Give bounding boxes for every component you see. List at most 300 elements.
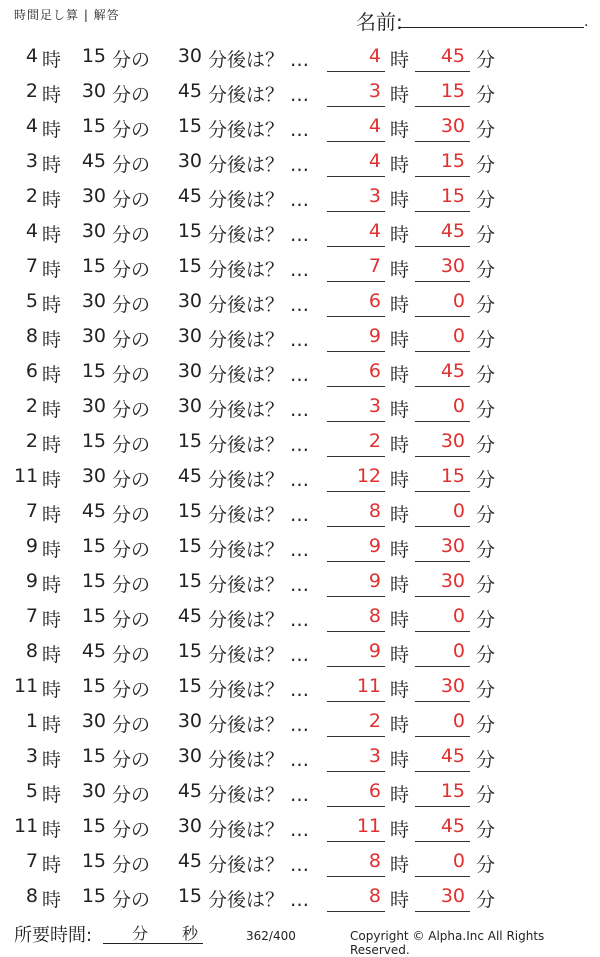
minutes-after-label: 分後は？ … <box>208 574 310 596</box>
answer-minute: 45 <box>440 815 465 837</box>
minute-of-label: 分の <box>112 784 151 806</box>
hour-unit: 時 <box>42 84 62 106</box>
added-minutes: 45 <box>177 850 202 872</box>
answer-hour: 8 <box>368 850 381 872</box>
hour-unit: 時 <box>42 539 62 561</box>
hour-unit: 時 <box>42 889 62 911</box>
answer-hour-unit: 時 <box>390 539 410 561</box>
answer-minute: 30 <box>440 115 465 137</box>
added-minutes: 15 <box>177 430 202 452</box>
problem-row <box>0 633 600 668</box>
answer-hour: 4 <box>368 115 381 137</box>
answer-hour-line <box>327 246 385 247</box>
hour-unit: 時 <box>42 364 62 386</box>
start-minute: 15 <box>81 605 106 627</box>
start-hour: 9 <box>25 535 38 557</box>
minutes-after-label: 分後は？ … <box>208 49 310 71</box>
start-minute: 15 <box>81 430 106 452</box>
answer-minute-unit: 分 <box>476 49 496 71</box>
added-minutes: 15 <box>177 675 202 697</box>
minute-of-label: 分の <box>112 504 151 526</box>
answer-hour-line <box>327 456 385 457</box>
start-minute: 30 <box>81 395 106 417</box>
answer-hour: 6 <box>368 780 381 802</box>
answer-minute-unit: 分 <box>476 644 496 666</box>
start-hour: 3 <box>25 745 38 767</box>
start-minute: 15 <box>81 535 106 557</box>
hour-unit: 時 <box>42 574 62 596</box>
answer-minute: 30 <box>440 570 465 592</box>
answer-minute-unit: 分 <box>476 154 496 176</box>
added-minutes: 15 <box>177 640 202 662</box>
answer-hour-line <box>327 526 385 527</box>
minutes-after-label: 分後は？ … <box>208 154 310 176</box>
minute-of-label: 分の <box>112 154 151 176</box>
problem-row <box>0 73 600 108</box>
answer-hour: 3 <box>368 745 381 767</box>
problem-row <box>0 108 600 143</box>
answer-minute: 15 <box>440 150 465 172</box>
start-hour: 8 <box>25 640 38 662</box>
answer-hour-unit: 時 <box>390 749 410 771</box>
answer-minute-unit: 分 <box>476 189 496 211</box>
added-minutes: 30 <box>177 395 202 417</box>
minute-of-label: 分の <box>112 644 151 666</box>
answer-hour-unit: 時 <box>390 399 410 421</box>
added-minutes: 45 <box>177 605 202 627</box>
name-dot: . <box>584 14 589 30</box>
problem-row <box>0 808 600 843</box>
problem-row <box>0 178 600 213</box>
start-minute: 15 <box>81 675 106 697</box>
start-hour: 7 <box>25 850 38 872</box>
answer-minute-line <box>415 106 470 107</box>
answer-minute-line <box>415 736 470 737</box>
answer-hour: 11 <box>356 815 381 837</box>
answer-hour-line <box>327 701 385 702</box>
start-hour: 7 <box>25 255 38 277</box>
answer-hour-unit: 時 <box>390 819 410 841</box>
minute-of-label: 分の <box>112 329 151 351</box>
answer-hour: 3 <box>368 395 381 417</box>
answer-hour-unit: 時 <box>390 154 410 176</box>
worksheet-title: 時間足し算 | 解答 <box>14 8 120 22</box>
start-hour: 2 <box>25 185 38 207</box>
answer-minute-unit: 分 <box>476 329 496 351</box>
added-minutes: 15 <box>177 115 202 137</box>
answer-hour-line <box>327 351 385 352</box>
added-minutes: 15 <box>177 500 202 522</box>
hour-unit: 時 <box>42 644 62 666</box>
minute-of-label: 分の <box>112 714 151 736</box>
added-minutes: 45 <box>177 80 202 102</box>
minutes-after-label: 分後は？ … <box>208 679 310 701</box>
hour-unit: 時 <box>42 819 62 841</box>
problem-row <box>0 528 600 563</box>
start-minute: 30 <box>81 465 106 487</box>
minutes-after-label: 分後は？ … <box>208 224 310 246</box>
answer-hour-line <box>327 491 385 492</box>
problem-row <box>0 668 600 703</box>
added-minutes: 30 <box>177 290 202 312</box>
problem-row <box>0 563 600 598</box>
answer-minute-line <box>415 141 470 142</box>
answer-hour-line <box>327 736 385 737</box>
problem-row <box>0 703 600 738</box>
minutes-after-label: 分後は？ … <box>208 329 310 351</box>
answer-hour-unit: 時 <box>390 504 410 526</box>
minutes-after-label: 分後は？ … <box>208 714 310 736</box>
answer-hour-unit: 時 <box>390 189 410 211</box>
minutes-after-label: 分後は？ … <box>208 644 310 666</box>
answer-hour-line <box>327 911 385 912</box>
name-field-line[interactable] <box>400 27 584 28</box>
minutes-after-label: 分後は？ … <box>208 854 310 876</box>
hour-unit: 時 <box>42 504 62 526</box>
answer-hour: 3 <box>368 80 381 102</box>
answer-minute-line <box>415 421 470 422</box>
answer-hour-line <box>327 596 385 597</box>
answer-hour-unit: 時 <box>390 224 410 246</box>
minutes-after-label: 分後は？ … <box>208 189 310 211</box>
hour-unit: 時 <box>42 679 62 701</box>
time-minutes-label: 分 <box>132 924 149 943</box>
answer-minute: 15 <box>440 80 465 102</box>
answer-minute-unit: 分 <box>476 224 496 246</box>
problem-list <box>0 38 600 913</box>
answer-hour: 3 <box>368 185 381 207</box>
answer-minute-line <box>415 806 470 807</box>
answer-minute: 0 <box>452 710 465 732</box>
added-minutes: 45 <box>177 780 202 802</box>
answer-hour: 2 <box>368 710 381 732</box>
answer-minute-line <box>415 841 470 842</box>
minutes-after-label: 分後は？ … <box>208 609 310 631</box>
answer-minute: 15 <box>440 185 465 207</box>
answer-hour: 9 <box>368 570 381 592</box>
answer-minute-unit: 分 <box>476 469 496 491</box>
problem-row <box>0 878 600 913</box>
answer-hour-line <box>327 561 385 562</box>
start-hour: 2 <box>25 80 38 102</box>
minutes-after-label: 分後は？ … <box>208 434 310 456</box>
answer-hour-unit: 時 <box>390 679 410 701</box>
answer-hour-unit: 時 <box>390 469 410 491</box>
start-minute: 15 <box>81 570 106 592</box>
start-minute: 15 <box>81 115 106 137</box>
answer-minute-unit: 分 <box>476 854 496 876</box>
minutes-after-label: 分後は？ … <box>208 259 310 281</box>
start-hour: 2 <box>25 395 38 417</box>
start-minute: 30 <box>81 290 106 312</box>
answer-hour-line <box>327 876 385 877</box>
problem-row <box>0 388 600 423</box>
answer-minute-line <box>415 246 470 247</box>
answer-minute-line <box>415 771 470 772</box>
answer-minute-line <box>415 631 470 632</box>
hour-unit: 時 <box>42 609 62 631</box>
start-hour: 11 <box>14 465 39 487</box>
answer-hour: 9 <box>368 640 381 662</box>
answer-minute-unit: 分 <box>476 399 496 421</box>
answer-minute-line <box>415 701 470 702</box>
minute-of-label: 分の <box>112 679 151 701</box>
answer-minute: 45 <box>440 745 465 767</box>
minutes-after-label: 分後は？ … <box>208 119 310 141</box>
minutes-after-label: 分後は？ … <box>208 364 310 386</box>
added-minutes: 15 <box>177 255 202 277</box>
added-minutes: 45 <box>177 185 202 207</box>
answer-hour: 9 <box>368 535 381 557</box>
answer-minute-unit: 分 <box>476 574 496 596</box>
answer-hour: 4 <box>368 220 381 242</box>
problem-row <box>0 493 600 528</box>
answer-minute-unit: 分 <box>476 294 496 316</box>
minutes-after-label: 分後は？ … <box>208 399 310 421</box>
minutes-after-label: 分後は？ … <box>208 84 310 106</box>
answer-minute-line <box>415 876 470 877</box>
answer-hour-line <box>327 631 385 632</box>
added-minutes: 30 <box>177 710 202 732</box>
minutes-after-label: 分後は？ … <box>208 469 310 491</box>
minutes-after-label: 分後は？ … <box>208 819 310 841</box>
answer-minute: 0 <box>452 290 465 312</box>
start-hour: 5 <box>25 290 38 312</box>
start-minute: 30 <box>81 80 106 102</box>
start-minute: 45 <box>81 640 106 662</box>
answer-minute-line <box>415 316 470 317</box>
start-minute: 30 <box>81 325 106 347</box>
answer-minute-line <box>415 351 470 352</box>
answer-minute-line <box>415 281 470 282</box>
hour-unit: 時 <box>42 714 62 736</box>
hour-unit: 時 <box>42 469 62 491</box>
problem-row <box>0 738 600 773</box>
answer-minute: 30 <box>440 430 465 452</box>
minutes-after-label: 分後は？ … <box>208 749 310 771</box>
answer-minute: 0 <box>452 395 465 417</box>
answer-minute: 15 <box>440 465 465 487</box>
answer-hour-unit: 時 <box>390 294 410 316</box>
added-minutes: 15 <box>177 570 202 592</box>
answer-hour: 8 <box>368 500 381 522</box>
minute-of-label: 分の <box>112 819 151 841</box>
answer-minute-line <box>415 491 470 492</box>
added-minutes: 15 <box>177 535 202 557</box>
answer-minute-line <box>415 456 470 457</box>
answer-minute: 0 <box>452 500 465 522</box>
start-minute: 45 <box>81 500 106 522</box>
minute-of-label: 分の <box>112 574 151 596</box>
start-hour: 5 <box>25 780 38 802</box>
minute-of-label: 分の <box>112 434 151 456</box>
start-hour: 4 <box>25 220 38 242</box>
hour-unit: 時 <box>42 854 62 876</box>
start-hour: 3 <box>25 150 38 172</box>
hour-unit: 時 <box>42 259 62 281</box>
start-hour: 11 <box>14 815 39 837</box>
start-hour: 8 <box>25 885 38 907</box>
start-minute: 30 <box>81 185 106 207</box>
answer-minute: 30 <box>440 675 465 697</box>
start-minute: 30 <box>81 220 106 242</box>
answer-hour-unit: 時 <box>390 714 410 736</box>
minute-of-label: 分の <box>112 84 151 106</box>
hour-unit: 時 <box>42 294 62 316</box>
answer-minute: 30 <box>440 255 465 277</box>
answer-hour-unit: 時 <box>390 84 410 106</box>
answer-minute-line <box>415 211 470 212</box>
answer-hour: 8 <box>368 605 381 627</box>
hour-unit: 時 <box>42 749 62 771</box>
added-minutes: 30 <box>177 45 202 67</box>
start-minute: 45 <box>81 150 106 172</box>
start-hour: 8 <box>25 325 38 347</box>
hour-unit: 時 <box>42 224 62 246</box>
answer-hour: 8 <box>368 885 381 907</box>
start-hour: 11 <box>14 675 39 697</box>
added-minutes: 15 <box>177 220 202 242</box>
answer-hour-line <box>327 806 385 807</box>
answer-minute-unit: 分 <box>476 434 496 456</box>
added-minutes: 30 <box>177 360 202 382</box>
answer-hour-unit: 時 <box>390 364 410 386</box>
hour-unit: 時 <box>42 434 62 456</box>
answer-hour-unit: 時 <box>390 784 410 806</box>
answer-hour: 6 <box>368 360 381 382</box>
start-hour: 6 <box>25 360 38 382</box>
answer-minute: 45 <box>440 360 465 382</box>
answer-minute: 0 <box>452 605 465 627</box>
minutes-after-label: 分後は？ … <box>208 504 310 526</box>
time-seconds-label: 秒 <box>182 924 199 943</box>
answer-hour-line <box>327 316 385 317</box>
minute-of-label: 分の <box>112 609 151 631</box>
minutes-after-label: 分後は？ … <box>208 784 310 806</box>
start-hour: 1 <box>25 710 38 732</box>
name-label: 名前: <box>356 10 403 34</box>
answer-minute-line <box>415 596 470 597</box>
start-minute: 15 <box>81 850 106 872</box>
answer-hour-unit: 時 <box>390 889 410 911</box>
hour-unit: 時 <box>42 329 62 351</box>
answer-minute-unit: 分 <box>476 714 496 736</box>
answer-hour-unit: 時 <box>390 644 410 666</box>
start-minute: 15 <box>81 885 106 907</box>
answer-hour: 11 <box>356 675 381 697</box>
start-minute: 15 <box>81 360 106 382</box>
start-hour: 7 <box>25 500 38 522</box>
answer-hour: 2 <box>368 430 381 452</box>
answer-minute-line <box>415 526 470 527</box>
minute-of-label: 分の <box>112 749 151 771</box>
answer-minute-unit: 分 <box>476 749 496 771</box>
added-minutes: 30 <box>177 325 202 347</box>
problem-row <box>0 773 600 808</box>
answer-hour-unit: 時 <box>390 854 410 876</box>
answer-minute: 30 <box>440 535 465 557</box>
answer-hour-unit: 時 <box>390 574 410 596</box>
answer-minute-unit: 分 <box>476 889 496 911</box>
answer-hour: 7 <box>368 255 381 277</box>
hour-unit: 時 <box>42 49 62 71</box>
answer-minute-unit: 分 <box>476 819 496 841</box>
answer-minute-line <box>415 911 470 912</box>
hour-unit: 時 <box>42 154 62 176</box>
answer-hour-line <box>327 841 385 842</box>
problem-row <box>0 213 600 248</box>
answer-hour-line <box>327 141 385 142</box>
start-hour: 7 <box>25 605 38 627</box>
answer-hour: 4 <box>368 45 381 67</box>
answer-hour-unit: 時 <box>390 49 410 71</box>
hour-unit: 時 <box>42 119 62 141</box>
start-minute: 15 <box>81 815 106 837</box>
answer-hour-line <box>327 386 385 387</box>
answer-minute-line <box>415 666 470 667</box>
minutes-after-label: 分後は？ … <box>208 889 310 911</box>
answer-hour-line <box>327 106 385 107</box>
problem-row <box>0 248 600 283</box>
added-minutes: 45 <box>177 465 202 487</box>
answer-hour: 4 <box>368 150 381 172</box>
problem-row <box>0 458 600 493</box>
start-minute: 15 <box>81 255 106 277</box>
minute-of-label: 分の <box>112 539 151 561</box>
minute-of-label: 分の <box>112 399 151 421</box>
answer-hour: 6 <box>368 290 381 312</box>
start-minute: 15 <box>81 745 106 767</box>
answer-hour-line <box>327 71 385 72</box>
answer-minute: 0 <box>452 850 465 872</box>
answer-minute-unit: 分 <box>476 364 496 386</box>
answer-minute: 45 <box>440 45 465 67</box>
answer-minute-unit: 分 <box>476 679 496 701</box>
page-number: 362/400 <box>246 929 296 943</box>
problem-row <box>0 38 600 73</box>
problem-row <box>0 353 600 388</box>
answer-hour-line <box>327 176 385 177</box>
answer-minute-unit: 分 <box>476 784 496 806</box>
answer-hour-line <box>327 666 385 667</box>
minute-of-label: 分の <box>112 224 151 246</box>
start-hour: 4 <box>25 115 38 137</box>
answer-minute-unit: 分 <box>476 259 496 281</box>
start-hour: 4 <box>25 45 38 67</box>
answer-minute: 30 <box>440 885 465 907</box>
answer-hour: 12 <box>356 465 381 487</box>
start-hour: 9 <box>25 570 38 592</box>
minute-of-label: 分の <box>112 49 151 71</box>
answer-minute-line <box>415 561 470 562</box>
answer-minute-unit: 分 <box>476 609 496 631</box>
minute-of-label: 分の <box>112 119 151 141</box>
answer-hour-line <box>327 421 385 422</box>
minute-of-label: 分の <box>112 469 151 491</box>
answer-minute: 15 <box>440 780 465 802</box>
added-minutes: 30 <box>177 815 202 837</box>
problem-row <box>0 318 600 353</box>
answer-hour-line <box>327 281 385 282</box>
problem-row <box>0 283 600 318</box>
hour-unit: 時 <box>42 784 62 806</box>
start-minute: 30 <box>81 780 106 802</box>
start-hour: 2 <box>25 430 38 452</box>
minute-of-label: 分の <box>112 294 151 316</box>
answer-minute: 0 <box>452 325 465 347</box>
answer-minute-unit: 分 <box>476 84 496 106</box>
answer-hour-unit: 時 <box>390 259 410 281</box>
